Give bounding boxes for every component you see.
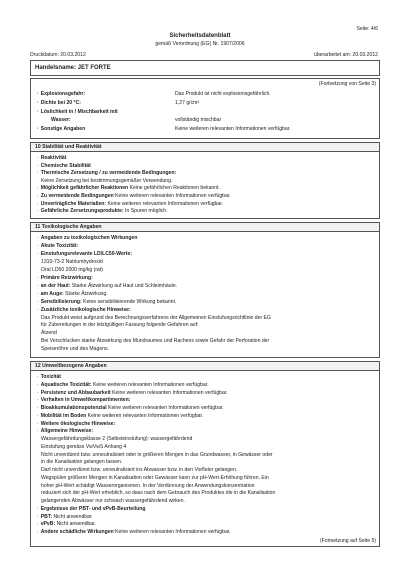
page-number: Seite: 4/6 (356, 26, 378, 32)
sec12-line-label: Weitere ökologische Hinweise: (40, 420, 116, 427)
sec12-line-text: Nicht anwendbar. (52, 513, 93, 520)
sec11-line (37, 251, 375, 257)
sec10-line-label: Chemische Stabilität (40, 162, 91, 169)
sec12-line (37, 428, 375, 434)
sec12-line-label: Aquatische Toxizität: (40, 381, 92, 388)
sec12-line-label: Persistenz und Abbaubarkeit (40, 389, 111, 396)
section-11 (30, 222, 380, 358)
sec10-line-label: Unverträgliche Materialien: (40, 200, 107, 207)
sec12-line-text: gelangenden Abwässer nur schwach wassergefährdend wirken. (41, 498, 185, 504)
sec12-line (37, 483, 375, 489)
sec11-line-label: am Auge: (40, 290, 64, 297)
sec10-line-text: Keine gefährlichen Reaktionen bekannt. (128, 185, 220, 192)
sec11-line-label: an der Haut: (40, 282, 71, 289)
sec11-line-label: Angaben zu toxikologischen Wirkungen (40, 235, 138, 241)
sec11-line (37, 235, 375, 241)
sec10-line (37, 193, 375, 199)
sec10-line-label: Möglichkeit gefährlicher Reaktionen (40, 185, 129, 192)
print-date: Druckdatum: 20.03.2012 (30, 52, 86, 58)
sec12-line-text: Keine weiteren relevanten Informationen verfügbar. (106, 405, 224, 411)
continued-from: (Fortsetzung von Seite 3) (318, 81, 376, 87)
sec11-line (37, 259, 375, 265)
properties-box (30, 78, 380, 139)
sec12-line (37, 405, 375, 411)
sec12-line-label: Verhalten in Umweltkompartimenten: (40, 397, 131, 404)
sec11-line-text: Das Produkt weist aufgrund des Berechnungsverfahrens der Allgemeinen Einstufungsrichtlinie der EG (41, 314, 271, 321)
sec12-line-text: Keine weiteren relevanten Informationen verfügbar. (113, 529, 231, 535)
sec10-line (37, 185, 375, 191)
sec12-line-text: reduziert sich der pH-Wert erheblich, so dass nach dem Gebrauch des Produktes die in die Kanalisation (41, 490, 276, 497)
sec11-line (37, 283, 375, 289)
sec11-line-text: 1310-73-2 Natriumhydroxid (41, 258, 103, 265)
sec12-line-label: Mobilität im Boden (40, 412, 87, 419)
sec12-line (37, 506, 375, 512)
sec11-line-text: Ätzend (41, 330, 57, 337)
sec11-line-text: Speiseröhre und des Magens. (41, 346, 109, 353)
sec10-line-label: Reaktivität (40, 155, 67, 161)
property-label: · Löslichkeit in / Mischbarkeit mit (37, 109, 118, 115)
sec11-line (37, 315, 375, 321)
sec12-line (37, 413, 375, 419)
sec12-line (37, 459, 375, 465)
property-label: · Sonstige Angaben (37, 126, 85, 132)
sec11-line (37, 243, 375, 249)
sec11-line-text: Keine sensibilisierende Wirkung bekannt. (81, 298, 177, 305)
sec12-line (37, 444, 375, 450)
sec11-line-text: Oral LD50 2000 mg/kg (rat) (41, 266, 104, 273)
sec12-line (37, 374, 375, 380)
sec12-line-text: Keine weiteren relevanten Informationen verfügbar. (91, 381, 209, 388)
sec12-line-text: hoher pH-Wert schädigt Wasserorganismen. In der Verdünnung der Anwendungskonzentration (41, 482, 255, 489)
sec11-line (37, 275, 375, 281)
sec12-line (37, 452, 375, 458)
section-11-header (31, 223, 379, 232)
sec11-line-label: Akute Toxizität: (40, 242, 79, 249)
section-12-header (31, 362, 379, 371)
sec12-line-label: Bioakkumulationspotenzial (40, 405, 107, 411)
sec12-line-text: Einstufung gemäss VwVwS Anhang 4 (41, 443, 127, 450)
sec11-line (37, 291, 375, 297)
sec10-line-text: Keine Zersetzung bei bestimmungsgemäßer Verwendung. (41, 177, 173, 184)
sec12-line-text: Nicht unverdünnt bzw. unneutralisiert oder in größeren Mengen in das Grundwasser, in Gewässer oder (41, 451, 273, 458)
sec10-line (37, 201, 375, 207)
sec12-line-text: Keine weiteren relevanten Informationen verfügbar. (86, 412, 204, 419)
trade-name-box (30, 60, 380, 76)
sec11-line-text: Starke Ätzwirkung. (63, 290, 108, 297)
sec12-line-text: Wassergefährdungsklasse 2 (Selbsteinstufung): wassergefährdend (41, 436, 193, 442)
sec10-line-label: Zu vermeidende Bedingungen (40, 193, 114, 199)
sec12-line (37, 498, 375, 504)
sec11-line (37, 307, 375, 313)
sec10-line (37, 208, 375, 214)
sec10-line (37, 178, 375, 184)
sec10-line-label: Gefährliche Zersetzungsprodukte: (40, 208, 124, 215)
sec10-line (37, 155, 375, 161)
sec10-line-label: Thermische Zersetzung / zu vermeidende Bedingungen: (40, 170, 177, 177)
sec12-line (37, 467, 375, 473)
sec12-line (37, 421, 375, 427)
sec12-line (37, 521, 375, 527)
sec12-line-text: Wegspülen größerer Mengen in Kanalisation oder Gewässer kann zur pH-Wert-Erhöhung führen. Ein (41, 474, 269, 481)
regulation-note: gemäß Verordnung (EG) Nr. 1907/2006 (155, 41, 245, 47)
sec12-line-label: PBT: (40, 513, 53, 520)
sec10-line (37, 170, 375, 176)
continued-to: (Fortsetzung auf Seite 5) (319, 538, 376, 544)
sec11-line (37, 346, 375, 352)
sec12-line (37, 436, 375, 442)
sec10-line-text: Keine weiteren relevanten Informationen verfügbar. (106, 200, 224, 207)
sec12-line-text: Darf nicht unverdünnt bzw. unneutralisiert ins Abwasser bzw. in den Vorfluter gelangen. (41, 467, 238, 473)
sec11-line (37, 338, 375, 344)
sec12-line-label: Toxizität (40, 374, 61, 380)
section-10 (30, 142, 380, 219)
sec11-line-label: Zusätzliche toxikologische Hinweise: (40, 306, 131, 313)
sec12-line (37, 390, 375, 396)
sec11-line (37, 322, 375, 328)
sec12-line-text: in die Kanalisation gelangen lassen. (41, 459, 123, 466)
section-11-title: 11 Toxikologische Angaben (35, 224, 102, 230)
sec11-line-label: Sensibilisierung: (40, 298, 82, 305)
sec12-line (37, 490, 375, 496)
sec11-line-text: Starke Ätzwirkung auf Haut und Schleimhäute. (70, 282, 178, 289)
sec11-line-label: Primäre Reizwirkung: (40, 274, 93, 281)
sec10-line (37, 163, 375, 169)
sec12-line (37, 397, 375, 403)
sec11-line (37, 330, 375, 336)
sec12-line-text: Keine weiteren relevanten Informationen verfügbar. (110, 389, 228, 396)
sec12-line (37, 382, 375, 388)
property-value: Das Produkt ist nicht explosionsgefährlich. (175, 91, 271, 97)
sec12-line-label: Andere schädliche Wirkungen (40, 529, 114, 535)
sec12-line-label: Allgemeine Hinweise: (40, 428, 94, 435)
section-12 (30, 361, 380, 547)
sec12-line-label: vPvB: (40, 521, 56, 528)
property-label: Wasser: (51, 117, 71, 124)
section-10-title: 10 Stabilität und Reaktivität (35, 144, 102, 150)
document-title: Sicherheitsdatenblatt (169, 33, 231, 39)
sec10-line-text: Keine weiteren relevanten Informationen verfügbar. (113, 193, 231, 199)
trade-name: Handelsname: JET FORTE (35, 65, 111, 71)
sec10-line-text: In Spuren möglich. (123, 208, 168, 215)
section-12-title: 12 Umweltbezogene Angaben (35, 363, 107, 369)
property-value: vollständig mischbar (175, 117, 222, 124)
section-10-header (31, 143, 379, 152)
sec11-line (37, 299, 375, 305)
sec11-line-label: Einstufungsrelevante LD/LC50-Werte: (40, 250, 133, 257)
property-label: · Dichte bei 20 °C: (37, 100, 81, 106)
sec12-line-text: Nicht anwendbar. (55, 521, 96, 528)
revision-date: überarbeitet am: 20.03.2012 (313, 52, 378, 58)
sec11-line (37, 267, 375, 273)
property-value: 1,27 g/cm³ (175, 99, 200, 106)
property-label: · Explosionsgefahr: (37, 91, 85, 97)
sec12-line-label: Ergebnisse der PBT- und vPvB-Beurteilung (40, 505, 146, 512)
sec11-line-text: Bei Verschlucken starke Ätzwirkung des Mundraumes und Rachens sowie Gefahr der Perforation der (41, 338, 270, 345)
property-value: Keine weiteren relevanten Informationen verfügbar. (175, 126, 291, 133)
sec12-line (37, 475, 375, 481)
sec12-line (37, 529, 375, 535)
sec11-line-text: für Zubereitungen in der letztgültigen Fassung folgende Gefahren auf: (41, 322, 199, 329)
sec12-line (37, 514, 375, 520)
